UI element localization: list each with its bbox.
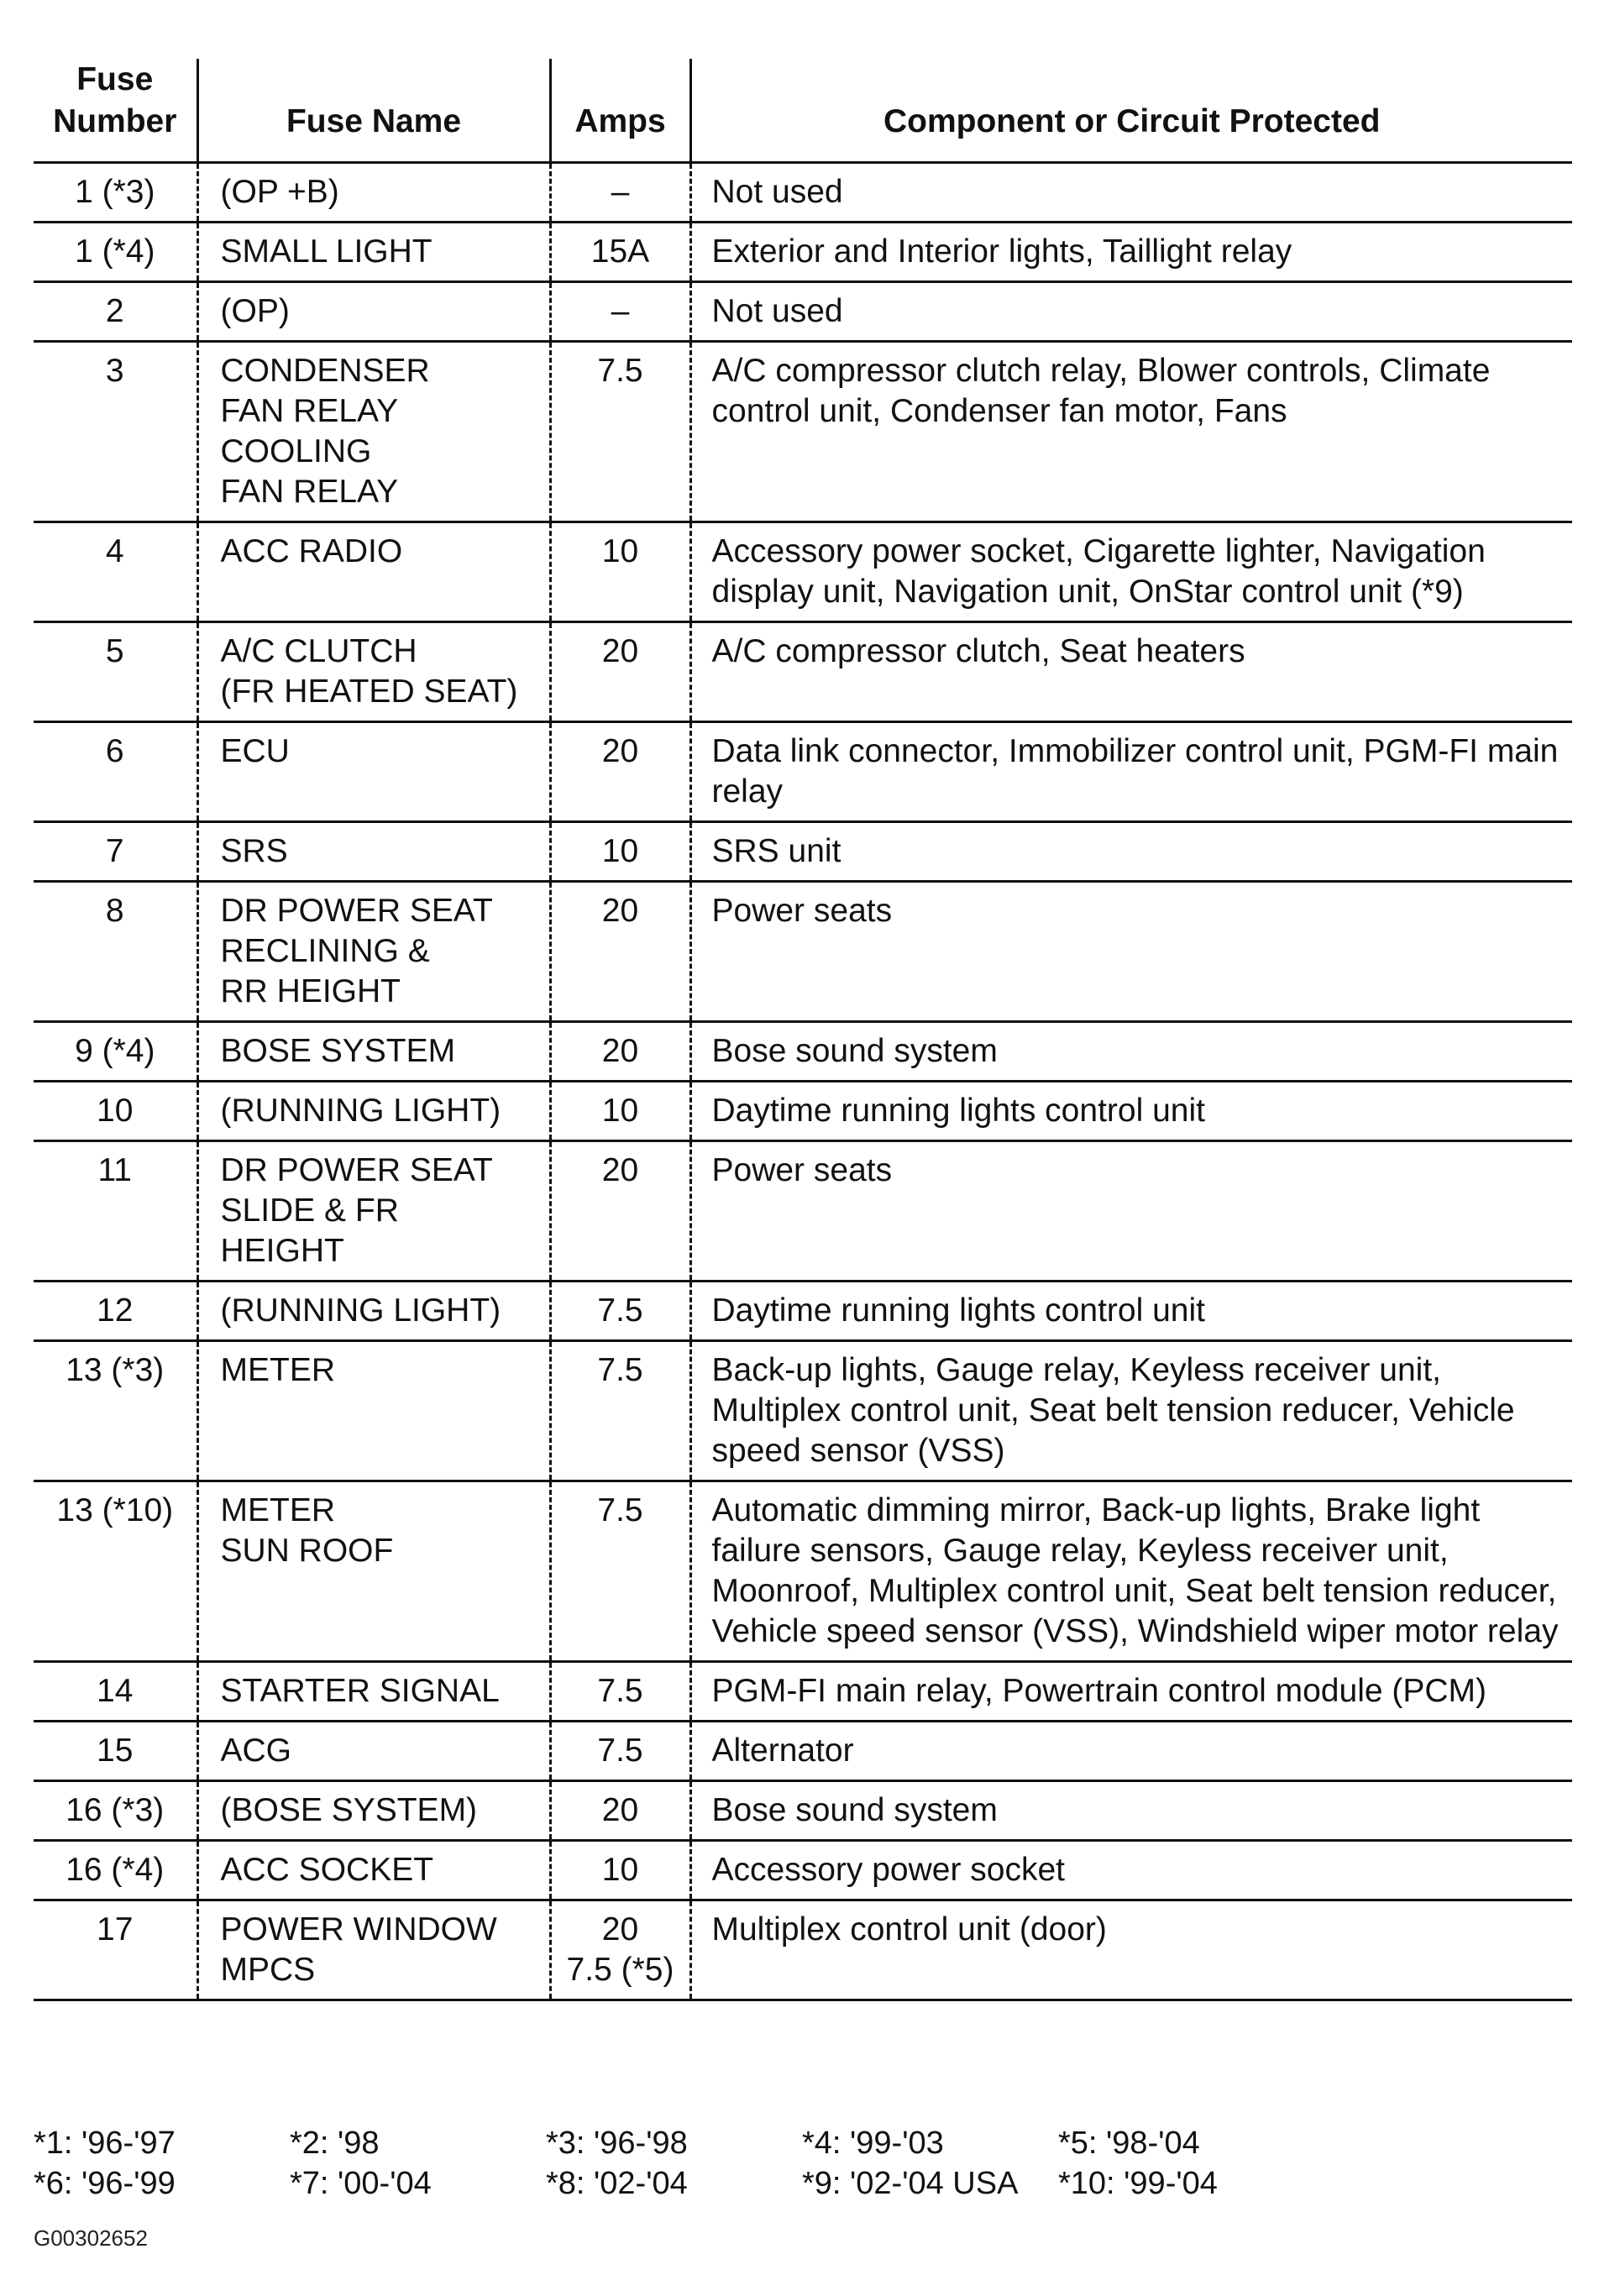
amps-cell: 20 7.5 (*5) bbox=[550, 1900, 690, 2000]
amps-cell: 20 bbox=[550, 622, 690, 722]
table-row bbox=[34, 522, 1572, 622]
footnote: *2: '98 bbox=[290, 2126, 380, 2161]
fuse-name-cell: STARTER SIGNAL bbox=[197, 1662, 550, 1722]
fuse-table-sheet bbox=[34, 59, 1572, 2001]
amps-cell: 7.5 bbox=[550, 1662, 690, 1722]
fuse-name-cell: A/C CLUTCH (FR HEATED SEAT) bbox=[197, 622, 550, 722]
table-row bbox=[34, 1662, 1572, 1722]
header-component: Component or Circuit Protected bbox=[690, 59, 1572, 163]
component-cell: A/C compressor clutch relay, Blower controls, Climate control unit, Condenser fan motor, Fans bbox=[690, 342, 1572, 522]
fuse-number-cell: 12 bbox=[34, 1282, 197, 1341]
fuse-number-cell: 16 (*4) bbox=[34, 1841, 197, 1900]
fuse-number-cell: 3 bbox=[34, 342, 197, 522]
amps-cell: – bbox=[550, 163, 690, 223]
fuse-name-cell: (OP) bbox=[197, 282, 550, 342]
fuse-name-cell: ACC RADIO bbox=[197, 522, 550, 622]
fuse-name-cell: DR POWER SEAT RECLINING & RR HEIGHT bbox=[197, 882, 550, 1022]
amps-cell: 20 bbox=[550, 1141, 690, 1282]
fuse-number-cell: 4 bbox=[34, 522, 197, 622]
table-row bbox=[34, 1082, 1572, 1141]
footnote: *9: '02-'04 USA bbox=[802, 2166, 1019, 2201]
table-row bbox=[34, 882, 1572, 1022]
fuse-number-cell: 2 bbox=[34, 282, 197, 342]
table-row bbox=[34, 1481, 1572, 1662]
component-cell: Power seats bbox=[690, 882, 1572, 1022]
amps-cell: 7.5 bbox=[550, 1341, 690, 1481]
amps-cell: 20 bbox=[550, 882, 690, 1022]
fuse-name-cell: SRS bbox=[197, 822, 550, 882]
amps-cell: 15A bbox=[550, 223, 690, 282]
table-row bbox=[34, 1900, 1572, 2000]
footnotes bbox=[34, 2123, 1314, 2204]
table-row bbox=[34, 223, 1572, 282]
component-cell: Multiplex control unit (door) bbox=[690, 1900, 1572, 2000]
footnote: *8: '02-'04 bbox=[546, 2166, 688, 2201]
header-fuse-number: Fuse Number bbox=[34, 59, 197, 163]
fuse-name-cell: (RUNNING LIGHT) bbox=[197, 1282, 550, 1341]
amps-cell: 7.5 bbox=[550, 1282, 690, 1341]
fuse-table bbox=[34, 59, 1572, 2001]
fuse-number-cell: 6 bbox=[34, 722, 197, 822]
component-cell: SRS unit bbox=[690, 822, 1572, 882]
fuse-number-cell: 1 (*3) bbox=[34, 163, 197, 223]
fuse-number-cell: 8 bbox=[34, 882, 197, 1022]
footnote-row-1 bbox=[34, 2123, 1314, 2163]
table-row bbox=[34, 163, 1572, 223]
fuse-name-cell: METER bbox=[197, 1341, 550, 1481]
component-cell: Power seats bbox=[690, 1141, 1572, 1282]
amps-cell: 10 bbox=[550, 1841, 690, 1900]
component-cell: Bose sound system bbox=[690, 1781, 1572, 1841]
amps-cell: 20 bbox=[550, 1781, 690, 1841]
fuse-number-cell: 10 bbox=[34, 1082, 197, 1141]
fuse-name-cell: SMALL LIGHT bbox=[197, 223, 550, 282]
fuse-number-cell: 11 bbox=[34, 1141, 197, 1282]
table-row bbox=[34, 1141, 1572, 1282]
amps-cell: 10 bbox=[550, 1082, 690, 1141]
footnote: *4: '99-'03 bbox=[802, 2126, 944, 2161]
footnote: *1: '96-'97 bbox=[34, 2126, 176, 2161]
fuse-number-cell: 7 bbox=[34, 822, 197, 882]
fuse-number-cell: 9 (*4) bbox=[34, 1022, 197, 1082]
fuse-number-cell: 1 (*4) bbox=[34, 223, 197, 282]
fuse-rows bbox=[34, 163, 1572, 2000]
amps-cell: – bbox=[550, 282, 690, 342]
amps-cell: 10 bbox=[550, 822, 690, 882]
table-row bbox=[34, 822, 1572, 882]
fuse-number-cell: 15 bbox=[34, 1722, 197, 1781]
table-row bbox=[34, 1781, 1572, 1841]
table-row bbox=[34, 342, 1572, 522]
table-row bbox=[34, 1022, 1572, 1082]
component-cell: Not used bbox=[690, 282, 1572, 342]
fuse-name-cell: CONDENSER FAN RELAY COOLING FAN RELAY bbox=[197, 342, 550, 522]
fuse-number-cell: 13 (*10) bbox=[34, 1481, 197, 1662]
fuse-name-cell: (BOSE SYSTEM) bbox=[197, 1781, 550, 1841]
fuse-name-cell: METER SUN ROOF bbox=[197, 1481, 550, 1662]
amps-cell: 7.5 bbox=[550, 1722, 690, 1781]
component-cell: PGM-FI main relay, Powertrain control module (PCM) bbox=[690, 1662, 1572, 1722]
table-row bbox=[34, 282, 1572, 342]
component-cell: Accessory power socket, Cigarette lighter, Navigation display unit, Navigation unit, OnStar control unit (*9) bbox=[690, 522, 1572, 622]
amps-cell: 10 bbox=[550, 522, 690, 622]
component-cell: Alternator bbox=[690, 1722, 1572, 1781]
fuse-number-cell: 5 bbox=[34, 622, 197, 722]
component-cell: Back-up lights, Gauge relay, Keyless receiver unit, Multiplex control unit, Seat belt tension reducer, Vehicle speed sensor (VSS) bbox=[690, 1341, 1572, 1481]
fuse-name-cell: ECU bbox=[197, 722, 550, 822]
component-cell: A/C compressor clutch, Seat heaters bbox=[690, 622, 1572, 722]
footnote: *6: '96-'99 bbox=[34, 2166, 176, 2201]
component-cell: Data link connector, Immobilizer control unit, PGM-FI main relay bbox=[690, 722, 1572, 822]
component-cell: Not used bbox=[690, 163, 1572, 223]
fuse-number-cell: 14 bbox=[34, 1662, 197, 1722]
footnote: *5: '98-'04 bbox=[1058, 2126, 1200, 2161]
component-cell: Accessory power socket bbox=[690, 1841, 1572, 1900]
table-row bbox=[34, 1282, 1572, 1341]
component-cell: Automatic dimming mirror, Back-up lights, Brake light failure sensors, Gauge relay, Keyless receiver unit, Moonroof, Multiplex control unit, Seat belt tension reducer, Vehicle speed sensor (VSS), Windshield wiper motor relay bbox=[690, 1481, 1572, 1662]
component-cell: Daytime running lights control unit bbox=[690, 1082, 1572, 1141]
component-cell: Exterior and Interior lights, Taillight relay bbox=[690, 223, 1572, 282]
fuse-number-cell: 16 (*3) bbox=[34, 1781, 197, 1841]
amps-cell: 7.5 bbox=[550, 342, 690, 522]
fuse-name-cell: BOSE SYSTEM bbox=[197, 1022, 550, 1082]
amps-cell: 7.5 bbox=[550, 1481, 690, 1662]
footnote: *10: '99-'04 bbox=[1058, 2166, 1218, 2201]
table-row bbox=[34, 1722, 1572, 1781]
fuse-number-cell: 17 bbox=[34, 1900, 197, 2000]
footnote-row-2 bbox=[34, 2163, 1314, 2204]
fuse-name-cell: ACC SOCKET bbox=[197, 1841, 550, 1900]
fuse-name-cell: (OP +B) bbox=[197, 163, 550, 223]
fuse-number-cell: 13 (*3) bbox=[34, 1341, 197, 1481]
fuse-name-cell: (RUNNING LIGHT) bbox=[197, 1082, 550, 1141]
footnote: *7: '00-'04 bbox=[290, 2166, 432, 2201]
fuse-name-cell: DR POWER SEAT SLIDE & FR HEIGHT bbox=[197, 1141, 550, 1282]
component-cell: Bose sound system bbox=[690, 1022, 1572, 1082]
fuse-name-cell: ACG bbox=[197, 1722, 550, 1781]
header-fuse-name: Fuse Name bbox=[197, 59, 550, 163]
figure-code: G00302652 bbox=[34, 2225, 148, 2251]
fuse-name-cell: POWER WINDOW MPCS bbox=[197, 1900, 550, 2000]
header-row bbox=[34, 59, 1572, 163]
table-row bbox=[34, 622, 1572, 722]
table-row bbox=[34, 1841, 1572, 1900]
component-cell: Daytime running lights control unit bbox=[690, 1282, 1572, 1341]
table-row bbox=[34, 722, 1572, 822]
amps-cell: 20 bbox=[550, 722, 690, 822]
footnote: *3: '96-'98 bbox=[546, 2126, 688, 2161]
table-row bbox=[34, 1341, 1572, 1481]
header-amps: Amps bbox=[550, 59, 690, 163]
amps-cell: 20 bbox=[550, 1022, 690, 1082]
